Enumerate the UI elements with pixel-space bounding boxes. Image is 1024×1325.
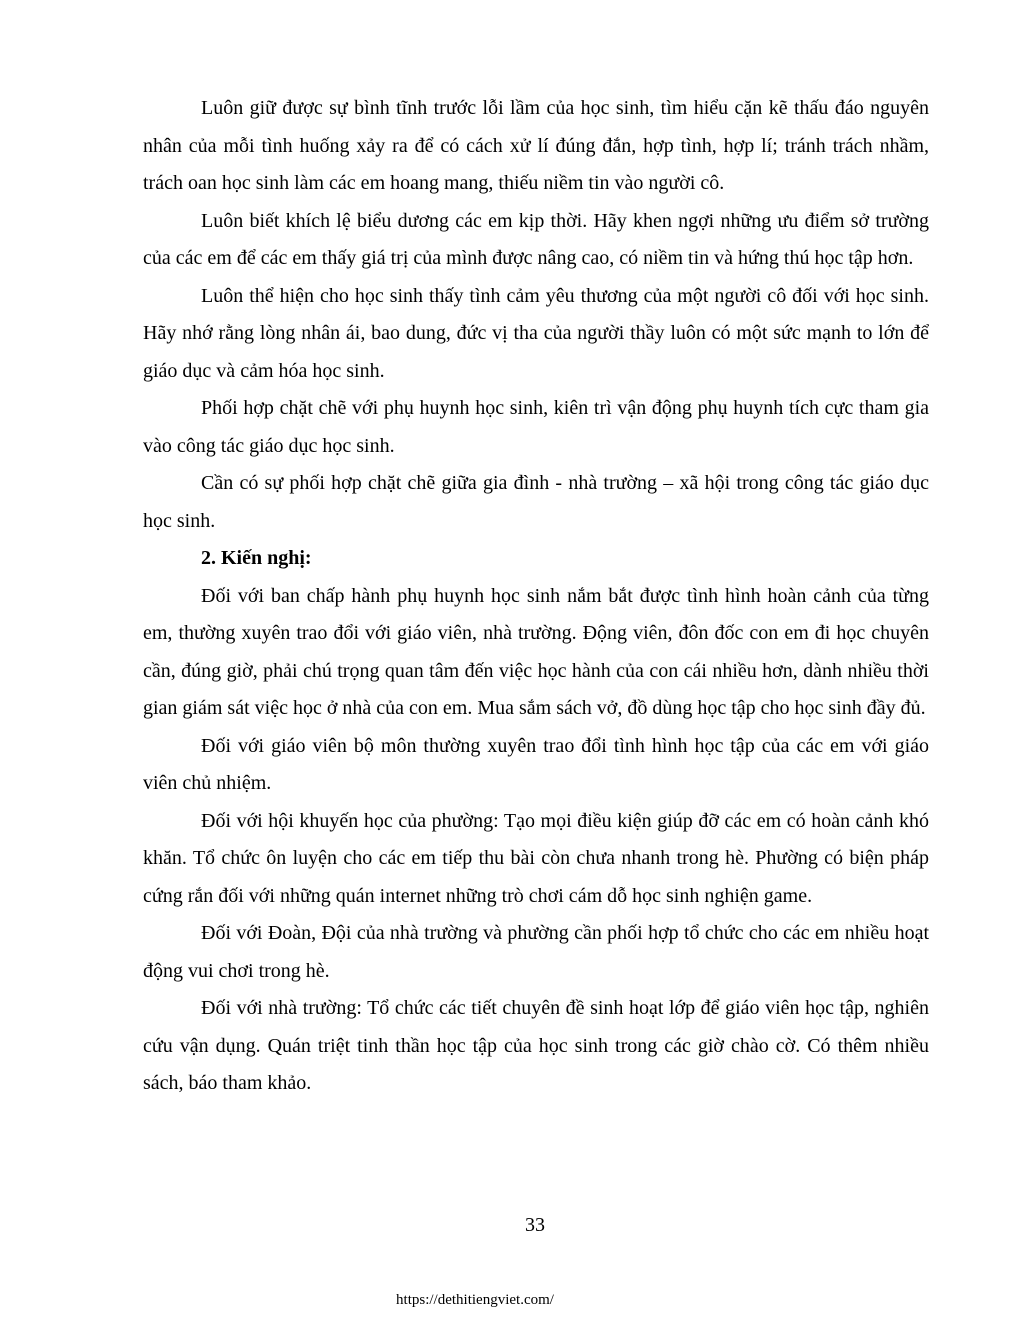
paragraph: Đối với giáo viên bộ môn thường xuyên trao đổi tình hình học tập của các em với giáo viên chủ nhiệm. xyxy=(143,734,929,794)
section-heading: 2. Kiến nghị: xyxy=(201,547,312,569)
paragraph: Luôn biết khích lệ biểu dương các em kịp thời. Hãy khen ngợi những ưu điểm sở trường của các em để các em thấy giá trị của mình được nâng cao, có niềm tin và hứng thú học tập hơn. xyxy=(143,209,929,269)
paragraph: Cần có sự phối hợp chặt chẽ giữa gia đình - nhà trường – xã hội trong công tác giáo dục học sinh. xyxy=(143,472,929,532)
paragraph: Đối với ban chấp hành phụ huynh học sinh nắm bắt được tình hình hoàn cảnh của từng em, thường xuyên trao đổi với giáo viên, nhà trường. Động viên, đôn đốc con em đi học chuyên cần, đúng giờ, phải chú trọng quan tâm đến việc học hành của con cái nhiều hơn, dành nhiều thời gian giám sát việc học ở nhà của con em. Mua sắm sách vở, đồ dùng học tập cho học sinh đầy đủ. xyxy=(143,584,929,719)
paragraph: Đối với Đoàn, Đội của nhà trường và phường cần phối hợp tổ chức cho các em nhiều hoạt động vui chơi trong hè. xyxy=(143,922,929,982)
page-number: 33 xyxy=(525,1214,545,1236)
document-body xyxy=(143,90,929,1103)
footer-url[interactable]: https://dethitiengviet.com/ xyxy=(396,1292,554,1308)
paragraph: Phối hợp chặt chẽ với phụ huynh học sinh, kiên trì vận động phụ huynh tích cực tham gia vào công tác giáo dục học sinh. xyxy=(143,397,929,457)
paragraph: Luôn thể hiện cho học sinh thấy tình cảm yêu thương của một người cô đối với học sinh. Hãy nhớ rằng lòng nhân ái, bao dung, đức vị tha của người thầy luôn có một sức mạnh to lớn để giáo dục và cảm hóa học sinh. xyxy=(143,284,929,382)
paragraph: Đối với hội khuyến học của phường: Tạo mọi điều kiện giúp đỡ các em có hoàn cảnh khó khăn. Tổ chức ôn luyện cho các em tiếp thu bài còn chưa nhanh trong hè. Phường có biện pháp cứng rắn đối với những quán internet những trò chơi cám dỗ học sinh nghiện game. xyxy=(143,809,929,907)
paragraph: Đối với nhà trường: Tổ chức các tiết chuyên đề sinh hoạt lớp để giáo viên học tập, nghiên cứu vận dụng. Quán triệt tinh thần học tập của học sinh trong các giờ chào cờ. Có thêm nhiều sách, báo tham khảo. xyxy=(143,997,929,1094)
paragraph: Luôn giữ được sự bình tĩnh trước lỗi lầm của học sinh, tìm hiểu cặn kẽ thấu đáo nguyên nhân của mỗi tình huống xảy ra để có cách xử lí đúng đắn, hợp tình, hợp lí; tránh trách nhầm, trách oan học sinh làm các em hoang mang, thiếu niềm tin vào người cô. xyxy=(143,97,929,194)
